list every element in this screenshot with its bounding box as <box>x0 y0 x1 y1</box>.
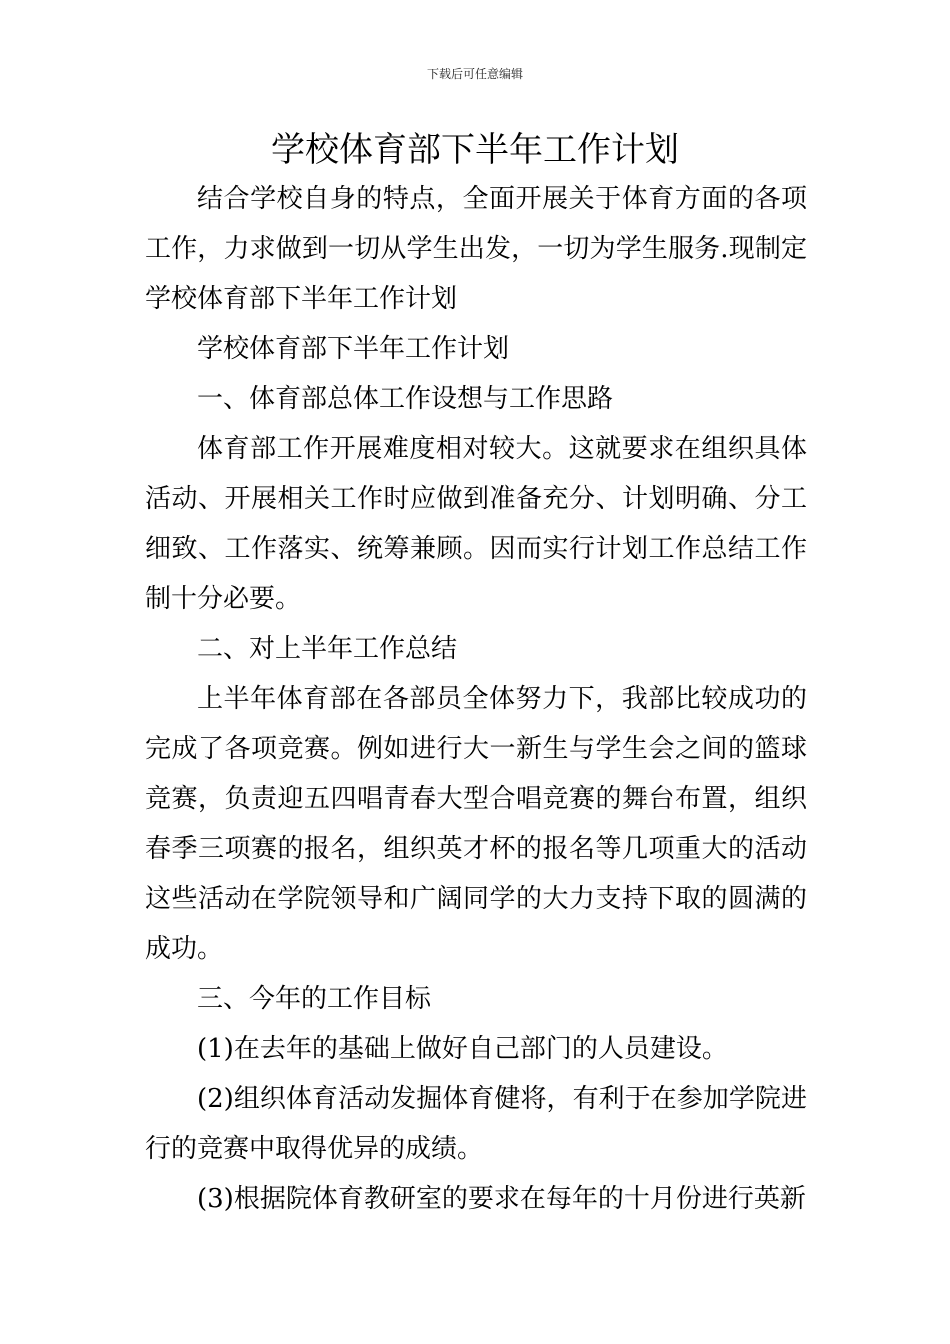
section-heading-2: 二、对上半年工作总结 <box>197 634 458 664</box>
plan-subtitle: 学校体育部下半年工作计划 <box>197 334 510 364</box>
section-heading-3: 三、今年的工作目标 <box>197 984 432 1014</box>
document-title: 学校体育部下半年工作计划 <box>271 130 679 170</box>
section-2-paragraph: 上半年体育部在各部员全体努力下，我部比较成功的完成了各项竞赛。例如进行大一新生与学生会之间的篮球竞赛，负责迎五四唱青春大型合唱竞赛的舞台布置，组织春季三项赛的报名，组织英才杯的报名等几项重大的活动这些活动在学院领导和广阔同学的大力支持下取的圆满的成功。 <box>145 684 807 964</box>
goal-item-1: (1)在去年的基础上做好自己部门的人员建设。 <box>197 1034 728 1064</box>
section-1-paragraph: 体育部工作开展难度相对较大。这就要求在组织具体活动、开展相关工作时应做到准备充分、计划明确、分工细致、工作落实、统筹兼顾。因而实行计划工作总结工作制十分必要。 <box>145 434 807 614</box>
header-note: 下载后可任意编辑 <box>426 67 523 81</box>
document-body <box>145 174 807 1224</box>
goal-item-3: (3)根据院体育教研室的要求在每年的十月份进行英新 <box>197 1184 806 1214</box>
section-heading-1: 一、体育部总体工作设想与工作思路 <box>197 384 614 414</box>
goal-item-2: (2)组织体育活动发掘体育健将，有利于在参加学院进行的竞赛中取得优异的成绩。 <box>145 1084 807 1164</box>
intro-paragraph: 结合学校自身的特点，全面开展关于体育方面的各项工作，力求做到一切从学生出发，一切为学生服务.现制定学校体育部下半年工作计划 <box>145 184 807 314</box>
